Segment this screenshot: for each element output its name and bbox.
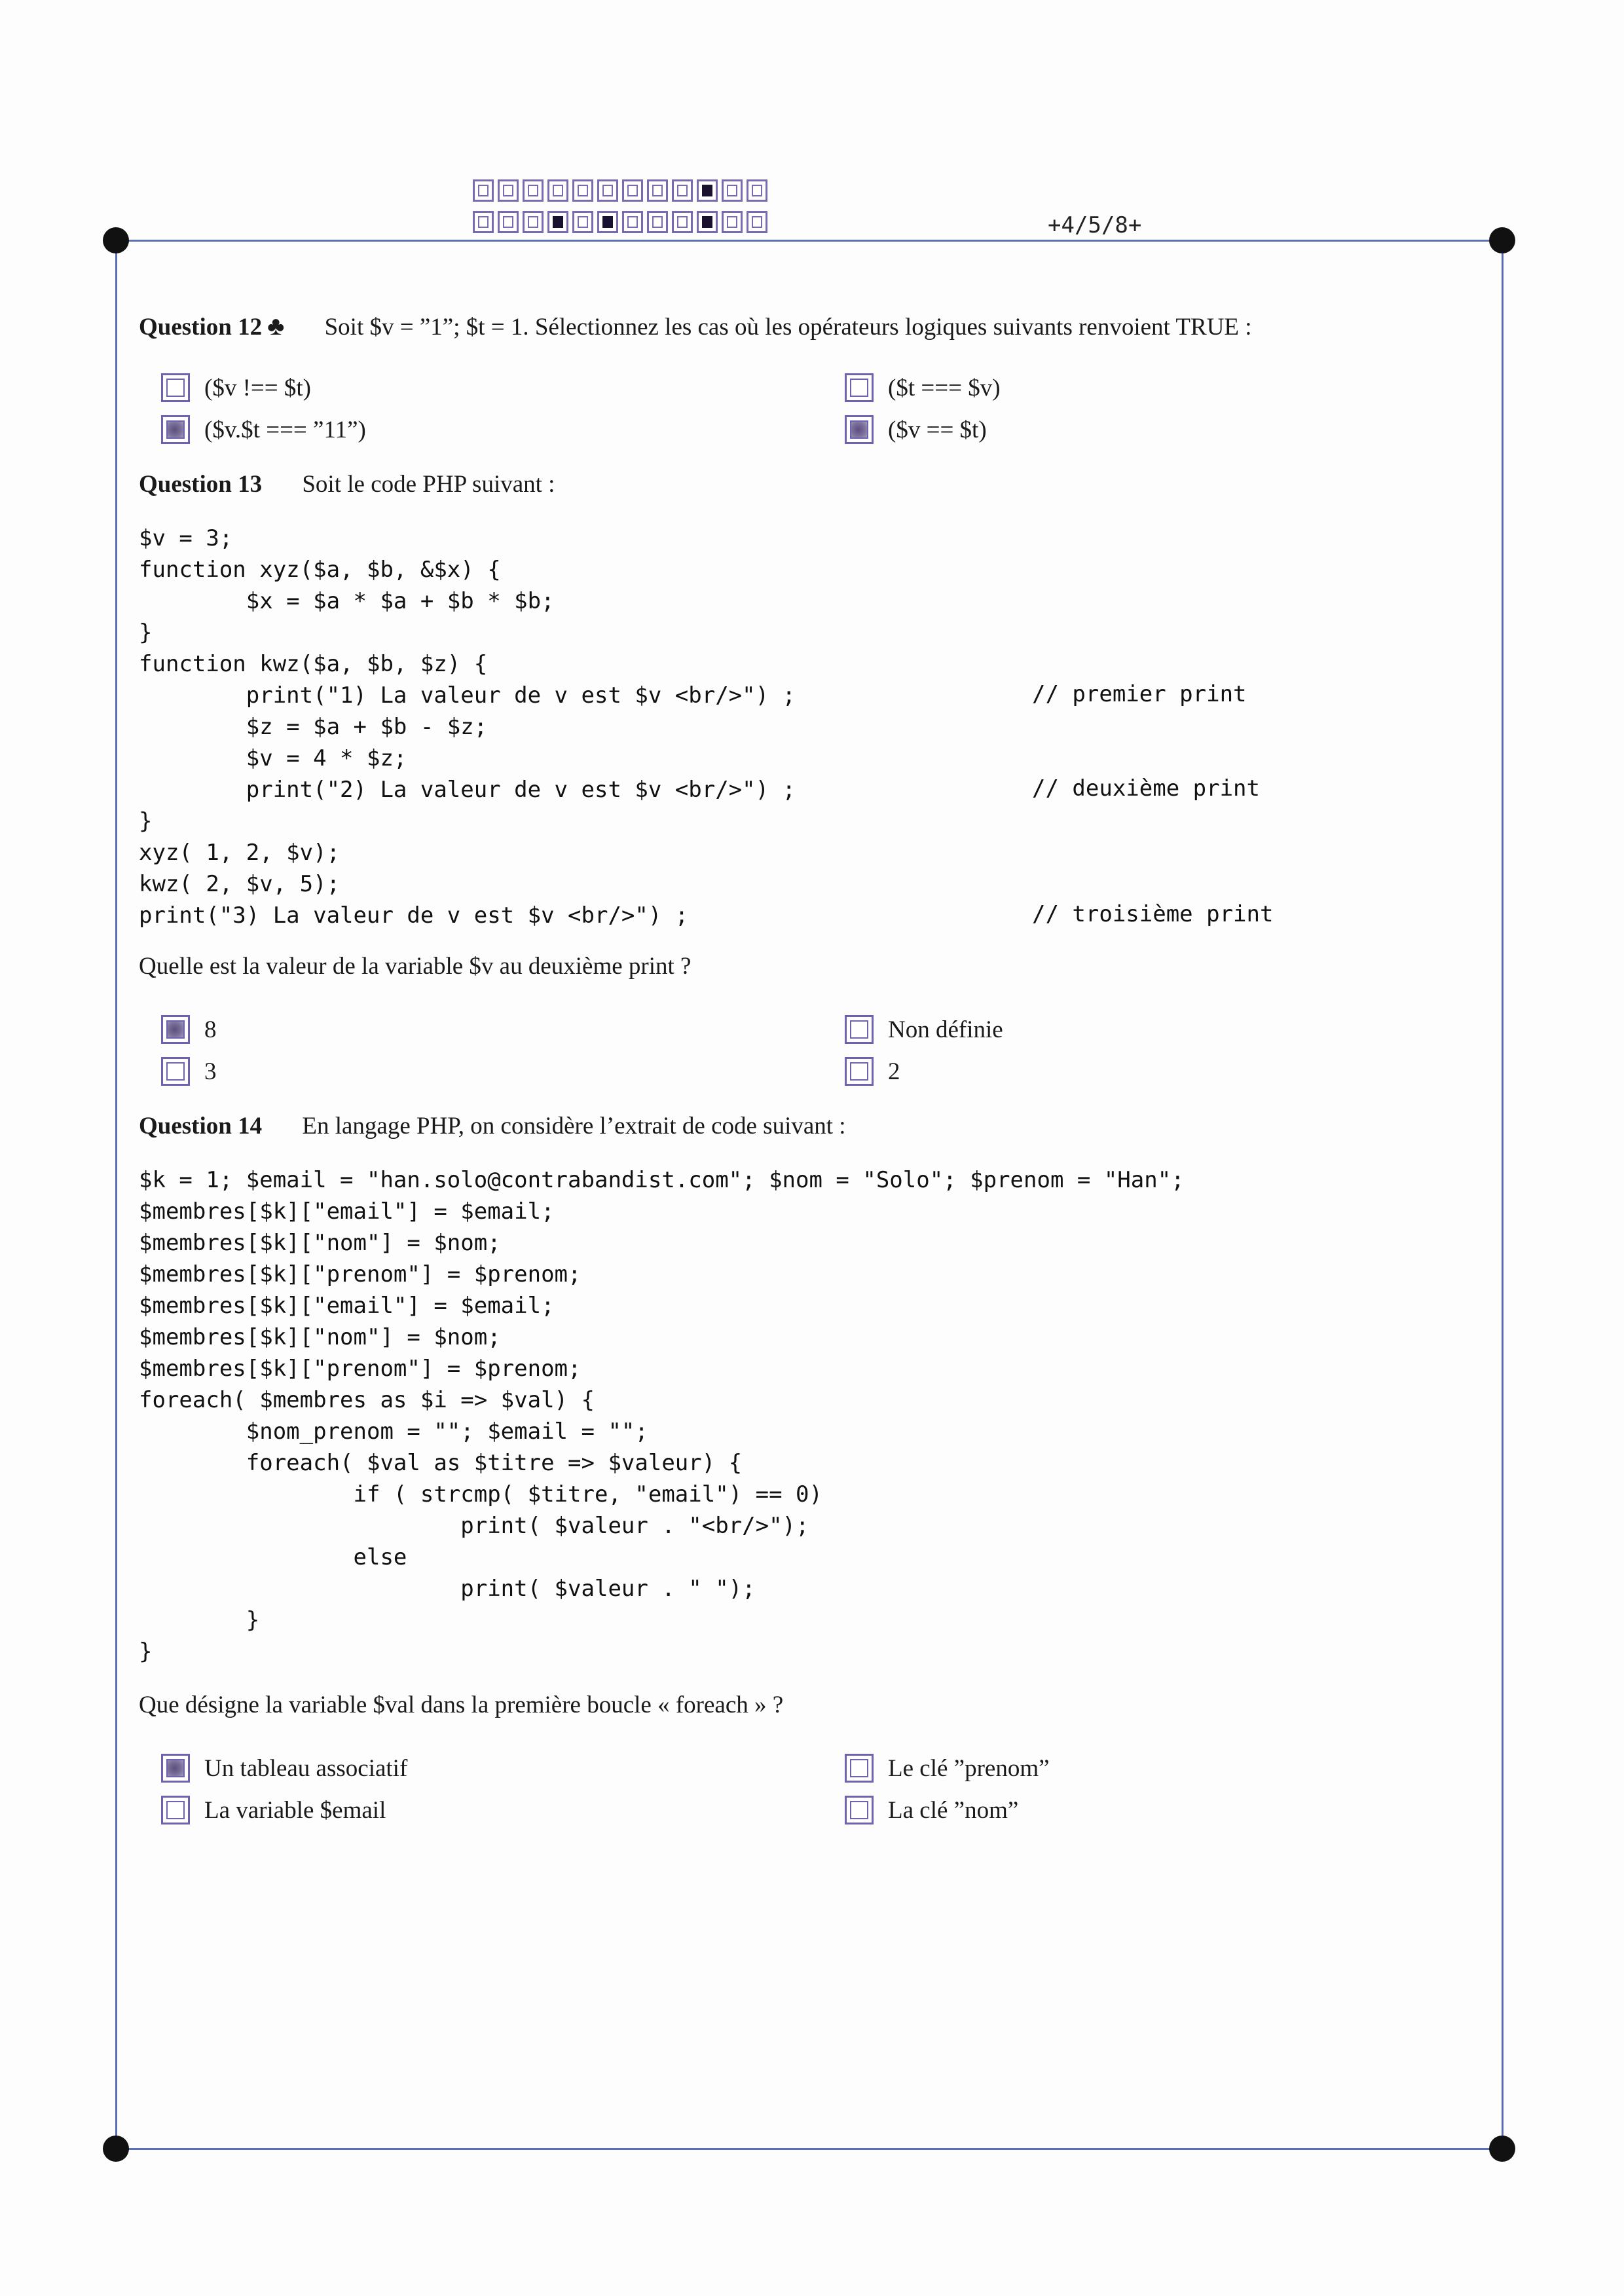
id-cell xyxy=(722,211,743,233)
question-12-label: Question 12 ♣ xyxy=(139,311,285,341)
id-cell xyxy=(572,211,593,233)
question-12-text: Soit $v = ”1”; $t = 1. Sélectionnez les cas où les opérateurs logiques suivants renvoient TRUE : xyxy=(324,314,1252,341)
question-14-label: Question 14 xyxy=(139,1113,263,1139)
corner-marker-top-right xyxy=(1489,227,1515,253)
frame-right-line xyxy=(1502,240,1504,2149)
question-14-prompt: Que désigne la variable $val dans la première boucle « foreach » ? xyxy=(139,1692,784,1718)
q12-checkbox-1[interactable] xyxy=(161,373,190,402)
q14-checkbox-2[interactable] xyxy=(845,1754,874,1783)
q14-option-4[interactable] xyxy=(845,1796,1018,1824)
q13-checkbox-4[interactable] xyxy=(845,1057,874,1086)
id-cell xyxy=(473,179,494,202)
q13-option-4[interactable] xyxy=(845,1057,900,1086)
q14-checkbox-4[interactable] xyxy=(845,1796,874,1824)
q13-option-1-label: 8 xyxy=(204,1016,217,1043)
id-cell xyxy=(597,211,618,233)
id-cell xyxy=(622,179,643,202)
question-13-prompt: Quelle est la valeur de la variable $v au deuxième print ? xyxy=(139,953,692,980)
q14-option-2-label: Le clé ”prenom” xyxy=(888,1754,1050,1782)
q14-option-1-label: Un tableau associatif xyxy=(204,1754,408,1782)
q12-checkbox-4[interactable] xyxy=(845,415,874,444)
q13-checkbox-1[interactable] xyxy=(161,1015,190,1044)
id-cell xyxy=(597,179,618,202)
id-cell xyxy=(523,211,544,233)
comment-deuxieme-print: // deuxième print xyxy=(1032,775,1260,802)
id-cell xyxy=(697,211,718,233)
club-icon: ♣ xyxy=(267,311,285,341)
q12-option-1[interactable] xyxy=(161,373,311,402)
id-cell xyxy=(498,211,519,233)
question-13-label: Question 13 xyxy=(139,471,263,498)
id-cell xyxy=(523,179,544,202)
question-14-code: $k = 1; $email = "han.solo@contrabandist.com"; $nom = "Solo"; $prenom = "Han"; $membres[$k]["email"] = $email; $membres[$k]["nom"] = $nom; $membres[$k]["prenom"] = $prenom; $membres[$k]["email"] = $email; $membres[$k]["nom"] = $nom; $membres[$k]["prenom"] = $prenom; foreach( $membres as $i => $val) { $nom_prenom = ""; $email = ""; foreach( $val as $titre => $valeur) { if ( strcmp( $titre, "email") == 0) print( $valeur . "<br/>"); else print( $valeur . " "); } } xyxy=(139,1167,1185,1665)
q14-option-4-label: La clé ”nom” xyxy=(888,1796,1019,1824)
id-cell xyxy=(647,211,668,233)
q12-option-4[interactable] xyxy=(845,415,987,444)
page-code: +4/5/8+ xyxy=(1048,212,1142,238)
q13-checkbox-3[interactable] xyxy=(161,1057,190,1086)
q14-option-3[interactable] xyxy=(161,1796,386,1824)
frame-bottom-line xyxy=(115,2148,1504,2150)
q13-option-3[interactable] xyxy=(161,1057,217,1086)
id-grid-row-1 xyxy=(473,179,771,202)
q12-option-2[interactable] xyxy=(845,373,1001,402)
q13-checkbox-2[interactable] xyxy=(845,1015,874,1044)
id-cell xyxy=(672,211,693,233)
id-cell xyxy=(747,211,767,233)
question-13-text: Soit le code PHP suivant : xyxy=(302,471,555,498)
q14-checkbox-1[interactable] xyxy=(161,1754,190,1783)
q14-option-2[interactable] xyxy=(845,1754,1050,1783)
q14-option-3-label: La variable $email xyxy=(204,1796,386,1824)
id-cell xyxy=(622,211,643,233)
corner-marker-top-left xyxy=(103,227,129,253)
id-cell xyxy=(722,179,743,202)
q13-option-4-label: 2 xyxy=(888,1058,900,1085)
frame-top-line xyxy=(115,240,1504,242)
question-14-text: En langage PHP, on considère l’extrait de code suivant : xyxy=(302,1113,846,1139)
id-cell xyxy=(547,211,568,233)
q12-checkbox-3[interactable] xyxy=(161,415,190,444)
id-cell xyxy=(473,211,494,233)
q12-option-1-label: ($v !== $t) xyxy=(204,374,311,401)
id-cell xyxy=(672,179,693,202)
q14-option-1[interactable] xyxy=(161,1754,407,1783)
frame-left-line xyxy=(115,240,117,2149)
id-cell xyxy=(498,179,519,202)
question-12-header xyxy=(139,310,1252,341)
q13-option-3-label: 3 xyxy=(204,1058,217,1085)
id-cell xyxy=(572,179,593,202)
id-cell xyxy=(747,179,767,202)
q13-option-1[interactable] xyxy=(161,1015,217,1044)
comment-troisieme-print: // troisième print xyxy=(1032,901,1274,927)
q12-option-4-label: ($v == $t) xyxy=(888,416,987,443)
q13-option-2[interactable] xyxy=(845,1015,1003,1044)
question-14-header xyxy=(139,1112,846,1140)
corner-marker-bottom-left xyxy=(103,2136,129,2162)
q12-option-3[interactable] xyxy=(161,415,366,444)
corner-marker-bottom-right xyxy=(1489,2136,1515,2162)
id-grid-row-2 xyxy=(473,211,771,233)
id-cell xyxy=(697,179,718,202)
q12-option-2-label: ($t === $v) xyxy=(888,374,1001,401)
question-13-code: $v = 3; function xyz($a, $b, &$x) { $x = $a * $a + $b * $b; } function kwz($a, $b, $z) { print("1) La valeur de v est $v <br/>") ; $z = $a + $b - $z; $v = 4 * $z; print("2) La valeur de v est $v <br/>") ; } xyz( 1, 2, $v); kwz( 2, $v, 5); print("3) La valeur de v est $v <br/>") ; xyxy=(139,525,796,929)
comment-premier-print: // premier print xyxy=(1032,681,1247,707)
q12-checkbox-2[interactable] xyxy=(845,373,874,402)
q12-option-3-label: ($v.$t === ”11”) xyxy=(204,416,366,443)
q13-option-2-label: Non définie xyxy=(888,1016,1003,1043)
q14-checkbox-3[interactable] xyxy=(161,1796,190,1824)
id-cell xyxy=(647,179,668,202)
question-13-header xyxy=(139,470,555,498)
id-cell xyxy=(547,179,568,202)
